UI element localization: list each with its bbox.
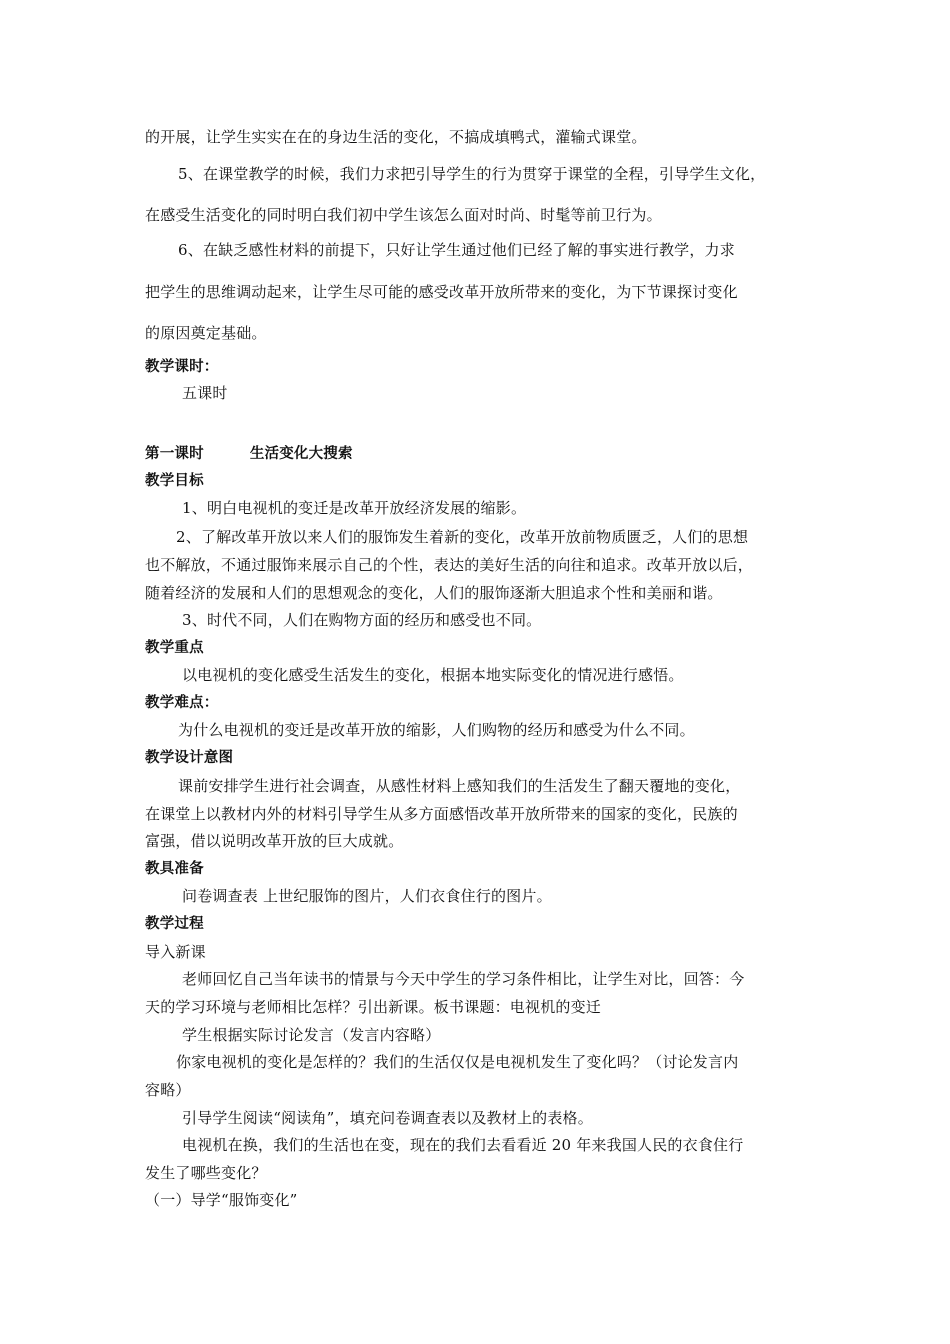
section-heading: 教学课时： bbox=[145, 359, 219, 375]
section-heading: 教学重点 bbox=[145, 640, 204, 656]
section-heading: 教学设计意图 bbox=[145, 750, 234, 766]
paragraph-line: 富强，借以说明改革开放的巨大成就。 bbox=[145, 832, 404, 850]
paragraph-line: 你家电视机的变化是怎样的？我们的生活仅仅是电视机发生了变化吗？（讨论发言内 bbox=[176, 1053, 739, 1071]
paragraph-line: 为什么电视机的变迁是改革开放的缩影，人们购物的经历和感受为什么不同。 bbox=[178, 721, 695, 739]
paragraph-line: 学生根据实际讨论发言（发言内容略） bbox=[182, 1026, 441, 1044]
paragraph-line: 2、了解改革开放以来人们的服饰发生着新的变化，改革开放前物质匮乏，人们的思想 bbox=[176, 528, 749, 546]
paragraph-line: 容略） bbox=[145, 1081, 191, 1099]
paragraph-line: 天的学习环境与老师相比怎样？引出新课。板书课题：电视机的变迁 bbox=[145, 998, 602, 1016]
section-heading: 教学难点： bbox=[145, 695, 219, 711]
paragraph-line: 把学生的思维调动起来，让学生尽可能的感受改革开放所带来的变化，为下节课探讨变化 bbox=[145, 283, 738, 301]
paragraph-line: 1、明白电视机的变迁是改革开放经济发展的缩影。 bbox=[182, 499, 527, 517]
section-heading: 教学过程 bbox=[145, 916, 204, 932]
paragraph-line: 电视机在换，我们的生活也在变，现在的我们去看看近 20 年来我国人民的衣食住行 bbox=[182, 1136, 744, 1154]
lesson-heading bbox=[145, 444, 353, 464]
paragraph-line: 发生了哪些变化？ bbox=[145, 1164, 267, 1182]
paragraph-line: 6、在缺乏感性材料的前提下，只好让学生通过他们已经了解的事实进行教学，力求 bbox=[178, 241, 735, 259]
paragraph-line: 也不解放，不通过服饰来展示自己的个性，表达的美好生活的向往和追求。改革开放以后， bbox=[145, 556, 754, 574]
subsection-heading: （一）导学“服饰变化” bbox=[145, 1191, 298, 1209]
paragraph-line: 问卷调查表 上世纪服饰的图片，人们衣食住行的图片。 bbox=[182, 887, 552, 905]
section-heading: 教具准备 bbox=[145, 861, 204, 877]
paragraph-line: 5、在课堂教学的时候，我们力求把引导学生的行为贯穿于课堂的全程，引导学生文化， bbox=[178, 165, 766, 183]
subsection-heading: 导入新课 bbox=[145, 943, 206, 961]
lesson-title: 生活变化大搜索 bbox=[249, 446, 353, 462]
paragraph-line: 在感受生活变化的同时明白我们初中学生该怎么面对时尚、时髦等前卫行为。 bbox=[145, 206, 662, 224]
paragraph-line: 随着经济的发展和人们的思想观念的变化，人们的服饰逐渐大胆追求个性和美丽和谐。 bbox=[145, 584, 723, 602]
paragraph-line: 在课堂上以教材内外的材料引导学生从多方面感悟改革开放所带来的国家的变化，民族的 bbox=[145, 805, 738, 823]
paragraph-line: 的开展，让学生实实在在的身边生活的变化，不搞成填鸭式，灌输式课堂。 bbox=[145, 128, 647, 146]
paragraph-line: 引导学生阅读“阅读角”，填充问卷调查表以及教材上的表格。 bbox=[182, 1109, 593, 1127]
paragraph-line: 五课时 bbox=[182, 384, 228, 402]
paragraph-line: 以电视机的变化感受生活发生的变化，根据本地实际变化的情况进行感悟。 bbox=[182, 666, 684, 684]
paragraph-line: 的原因奠定基础。 bbox=[145, 324, 267, 342]
paragraph-line: 3、时代不同，人们在购物方面的经历和感受也不同。 bbox=[182, 611, 542, 629]
paragraph-line: 老师回忆自己当年读书的情景与今天中学生的学习条件相比，让学生对比，回答：今 bbox=[182, 970, 745, 988]
section-heading: 教学目标 bbox=[145, 473, 204, 489]
lesson-number: 第一课时 bbox=[145, 446, 204, 462]
paragraph-line: 课前安排学生进行社会调查，从感性材料上感知我们的生活发生了翻天覆地的变化， bbox=[178, 777, 741, 795]
